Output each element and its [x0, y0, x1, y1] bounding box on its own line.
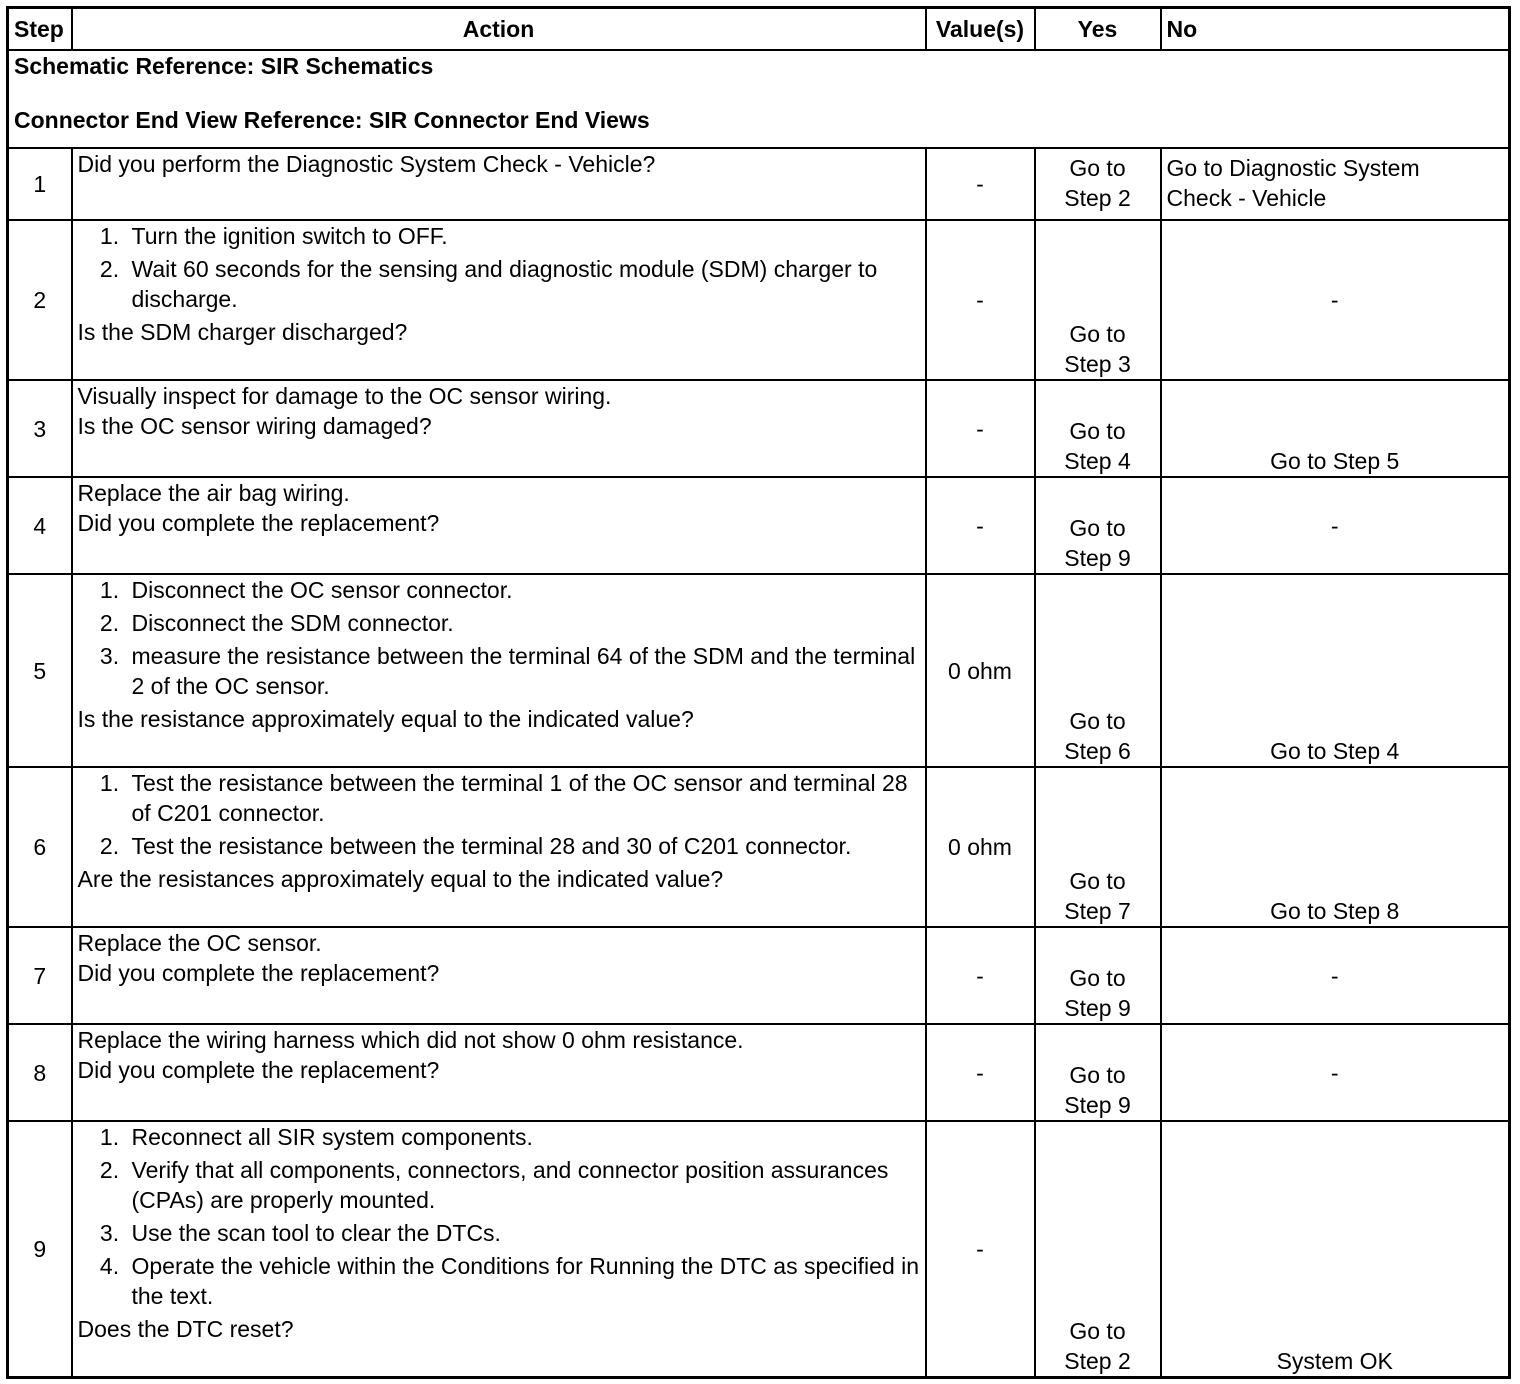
step-row-7 [8, 927, 1510, 1024]
step-number: 1 [8, 148, 72, 220]
yes-line: Go to [1069, 1062, 1126, 1088]
action-question: Is the SDM charger discharged? [77, 319, 408, 345]
yes-line: Step 3 [1064, 351, 1131, 377]
value-cell: - [926, 148, 1035, 220]
no-cell: Go to Step 8 [1161, 767, 1510, 927]
step-row-6 [8, 767, 1510, 927]
yes-line: Go to [1069, 321, 1126, 347]
step-row-1 [8, 148, 1510, 220]
header-values: Value(s) [926, 8, 1035, 51]
schematic-reference: Schematic Reference: SIR Schematics [14, 53, 434, 79]
action-steps-list [78, 221, 920, 314]
step-row-3 [8, 380, 1510, 477]
no-line: Check - Vehicle [1166, 185, 1327, 211]
step-row-4 [8, 477, 1510, 574]
action-step-item: 2. Test the resistance between the terminal 28 and 30 of C201 connector. [126, 831, 920, 861]
header-action: Action [72, 8, 926, 51]
yes-line: Step 7 [1064, 898, 1131, 924]
action-step-item: 2. Wait 60 seconds for the sensing and diagnostic module (SDM) charger to discharge. [126, 254, 920, 314]
action-cell [72, 1024, 926, 1121]
action-question: Did you complete the replacement? [77, 1057, 440, 1083]
connector-end-view-reference: Connector End View Reference: SIR Connector End Views [14, 107, 650, 133]
value-cell: 0 ohm [926, 574, 1035, 767]
action-cell [72, 1121, 926, 1377]
step-number: 2 [8, 220, 72, 380]
value-cell: - [926, 1121, 1035, 1377]
action-instruction: Replace the air bag wiring. [77, 480, 350, 506]
no-cell: - [1161, 927, 1510, 1024]
yes-cell [1035, 148, 1161, 220]
action-step-item: 1. Disconnect the OC sensor connector. [126, 575, 920, 605]
action-cell [72, 927, 926, 1024]
value-cell: - [926, 927, 1035, 1024]
action-steps-list [78, 768, 920, 861]
no-cell: - [1161, 477, 1510, 574]
step-row-9 [8, 1121, 1510, 1377]
action-cell [72, 477, 926, 574]
step-number: 6 [8, 767, 72, 927]
header-yes: Yes [1035, 8, 1161, 51]
value-cell: - [926, 380, 1035, 477]
no-line: Go to Diagnostic System [1166, 155, 1420, 181]
no-cell: System OK [1161, 1121, 1510, 1377]
step-number: 5 [8, 574, 72, 767]
yes-line: Go to [1069, 708, 1126, 734]
value-cell: - [926, 1024, 1035, 1121]
step-number: 8 [8, 1024, 72, 1121]
action-step-item: 3. measure the resistance between the terminal 64 of the SDM and the terminal 2 of the OC sensor. [126, 641, 920, 701]
action-step-item: 1. Reconnect all SIR system components. [126, 1122, 920, 1152]
yes-line: Step 4 [1064, 448, 1131, 474]
action-question: Is the OC sensor wiring damaged? [77, 413, 432, 439]
action-instruction: Replace the OC sensor. [77, 930, 322, 956]
action-steps-list [78, 575, 920, 701]
action-instruction: Replace the wiring harness which did not show 0 ohm resistance. [77, 1027, 744, 1053]
action-question: Are the resistances approximately equal to the indicated value? [77, 866, 724, 892]
action-step-item: 2. Verify that all components, connectors, and connector position assurances (CPAs) are properly mounted. [126, 1155, 920, 1215]
no-cell [1161, 148, 1510, 220]
no-cell: - [1161, 220, 1510, 380]
no-cell: Go to Step 5 [1161, 380, 1510, 477]
action-cell [72, 220, 926, 380]
action-instruction: Did you perform the Diagnostic System Check - Vehicle? [77, 151, 656, 177]
yes-line: Step 2 [1064, 1347, 1131, 1374]
yes-cell [1035, 927, 1161, 1024]
yes-cell [1035, 1024, 1161, 1121]
step-row-2 [8, 220, 1510, 380]
action-step-item: 1. Turn the ignition switch to OFF. [126, 221, 920, 251]
step-number: 9 [8, 1121, 72, 1377]
action-question: Did you complete the replacement? [77, 960, 440, 986]
step-row-5 [8, 574, 1510, 767]
yes-cell [1035, 477, 1161, 574]
no-cell: - [1161, 1024, 1510, 1121]
action-cell [72, 148, 926, 220]
step-number: 7 [8, 927, 72, 1024]
action-step-item: 4. Operate the vehicle within the Conditions for Running the DTC as specified in the text. [126, 1251, 920, 1311]
action-step-item: 2. Disconnect the SDM connector. [126, 608, 920, 638]
step-number: 4 [8, 477, 72, 574]
yes-cell [1035, 574, 1161, 767]
action-instruction: Visually inspect for damage to the OC sensor wiring. [77, 383, 612, 409]
step-row-8 [8, 1024, 1510, 1121]
yes-line: Go to [1069, 418, 1126, 444]
step-number: 3 [8, 380, 72, 477]
yes-line: Go to [1069, 1317, 1126, 1344]
header-step: Step [8, 8, 72, 51]
value-cell: 0 ohm [926, 767, 1035, 927]
action-step-item: 3. Use the scan tool to clear the DTCs. [126, 1218, 920, 1248]
yes-cell [1035, 1121, 1161, 1377]
yes-line: Go to [1069, 515, 1126, 541]
yes-line: Go to [1069, 868, 1126, 894]
action-cell [72, 767, 926, 927]
yes-line: Go to [1069, 155, 1126, 181]
value-cell: - [926, 477, 1035, 574]
action-step-item: 1. Test the resistance between the terminal 1 of the OC sensor and terminal 28 of C201 connector. [126, 768, 920, 828]
yes-line: Step 2 [1064, 185, 1131, 211]
action-steps-list [78, 1122, 920, 1311]
yes-line: Step 9 [1064, 995, 1131, 1021]
action-question: Does the DTC reset? [77, 1316, 294, 1342]
reference-row [8, 50, 1510, 148]
action-question: Did you complete the replacement? [77, 510, 440, 536]
reference-cell [8, 50, 1510, 148]
yes-line: Go to [1069, 965, 1126, 991]
action-question: Is the resistance approximately equal to the indicated value? [77, 706, 694, 732]
action-cell [72, 574, 926, 767]
yes-line: Step 9 [1064, 545, 1131, 571]
diagnostic-table [6, 6, 1511, 1379]
yes-line: Step 6 [1064, 738, 1131, 764]
header-row [8, 8, 1510, 51]
yes-cell [1035, 220, 1161, 380]
yes-line: Step 9 [1064, 1092, 1131, 1118]
header-no: No [1161, 8, 1510, 51]
value-cell: - [926, 220, 1035, 380]
yes-cell [1035, 767, 1161, 927]
yes-cell [1035, 380, 1161, 477]
no-cell: Go to Step 4 [1161, 574, 1510, 767]
action-cell [72, 380, 926, 477]
